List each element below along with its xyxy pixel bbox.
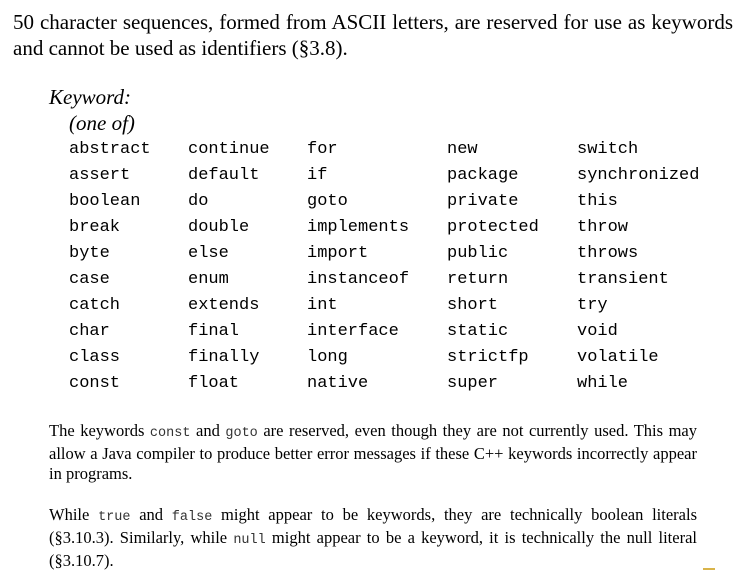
page-corner-mark xyxy=(703,565,715,570)
keyword-item: this xyxy=(577,192,618,211)
keyword-item: private xyxy=(447,192,519,211)
keyword-item: public xyxy=(447,244,509,263)
code-true: true xyxy=(98,510,131,525)
keyword-item: switch xyxy=(577,140,639,159)
keyword-item: const xyxy=(69,374,121,393)
keyword-item: if xyxy=(307,166,328,185)
keyword-item: void xyxy=(577,322,618,341)
keyword-item: abstract xyxy=(69,140,151,159)
keyword-item: byte xyxy=(69,244,110,263)
keyword-item: throws xyxy=(577,244,639,263)
keyword-column-1 xyxy=(69,137,151,397)
note-text: and xyxy=(190,421,226,440)
keyword-column-3 xyxy=(307,137,409,397)
keyword-item: case xyxy=(69,270,110,289)
keyword-item: else xyxy=(188,244,229,263)
keyword-item: int xyxy=(307,296,338,315)
keyword-item: continue xyxy=(188,140,270,159)
keyword-item: default xyxy=(188,166,260,185)
keyword-item: for xyxy=(307,140,338,159)
keyword-column-5 xyxy=(577,137,699,397)
note-text: The keywords xyxy=(49,421,150,440)
keyword-item: short xyxy=(447,296,499,315)
note-text: While xyxy=(49,505,99,524)
keyword-item: enum xyxy=(188,270,229,289)
note-text: are reserved, even though they are not currently used. This may allow a Java compiler to produce better error messages if these C++ keywords incorrectly appear in programs. xyxy=(49,421,697,483)
intro-paragraph: 50 character sequences, formed from ASCII letters, are reserved for use as keywords and cannot be used as identifiers (§3.8). xyxy=(13,10,733,60)
keyword-item: goto xyxy=(307,192,348,211)
keyword-item: instanceof xyxy=(307,270,410,289)
keyword-item: long xyxy=(307,348,348,367)
keyword-item: boolean xyxy=(69,192,141,211)
keyword-item: throw xyxy=(577,218,629,237)
code-null: null xyxy=(233,533,266,548)
keyword-item: do xyxy=(188,192,209,211)
keyword-column-2 xyxy=(188,137,270,397)
keyword-item: transient xyxy=(577,270,669,289)
keyword-item: volatile xyxy=(577,348,659,367)
keyword-item: synchronized xyxy=(577,166,700,185)
keyword-item: static xyxy=(447,322,509,341)
keyword-item: implements xyxy=(307,218,410,237)
keyword-item: while xyxy=(577,374,629,393)
keyword-item: finally xyxy=(188,348,260,367)
keyword-item: try xyxy=(577,296,608,315)
keyword-item: new xyxy=(447,140,478,159)
code-const: const xyxy=(149,426,191,441)
keyword-item: catch xyxy=(69,296,121,315)
keyword-item: native xyxy=(307,374,369,393)
keyword-item: interface xyxy=(307,322,399,341)
keyword-item: float xyxy=(188,374,240,393)
keyword-item: extends xyxy=(188,296,260,315)
code-goto: goto xyxy=(225,426,258,441)
grammar-one-of: (one of) xyxy=(69,111,135,135)
keyword-item: break xyxy=(69,218,121,237)
keyword-item: return xyxy=(447,270,509,289)
note-text: might appear to be a keyword, it is technically the null literal (§3.10.7). xyxy=(49,528,697,570)
keyword-item: package xyxy=(447,166,519,185)
keyword-item: super xyxy=(447,374,499,393)
code-false: false xyxy=(171,510,213,525)
keyword-item: strictfp xyxy=(447,348,529,367)
keyword-item: final xyxy=(188,322,240,341)
keyword-item: char xyxy=(69,322,110,341)
keyword-item: double xyxy=(188,218,250,237)
note-text: might appear to be keywords, they are technically boolean literals (§3.10.3). Similarly, while xyxy=(49,505,697,547)
keyword-item: protected xyxy=(447,218,539,237)
keyword-column-4 xyxy=(447,137,539,397)
grammar-heading: Keyword: xyxy=(49,85,132,109)
reserved-keywords-note xyxy=(49,421,697,484)
keyword-item: class xyxy=(69,348,121,367)
keyword-item: assert xyxy=(69,166,131,185)
keyword-item: import xyxy=(307,244,369,263)
note-text: and xyxy=(130,505,172,524)
literals-note xyxy=(49,505,697,571)
